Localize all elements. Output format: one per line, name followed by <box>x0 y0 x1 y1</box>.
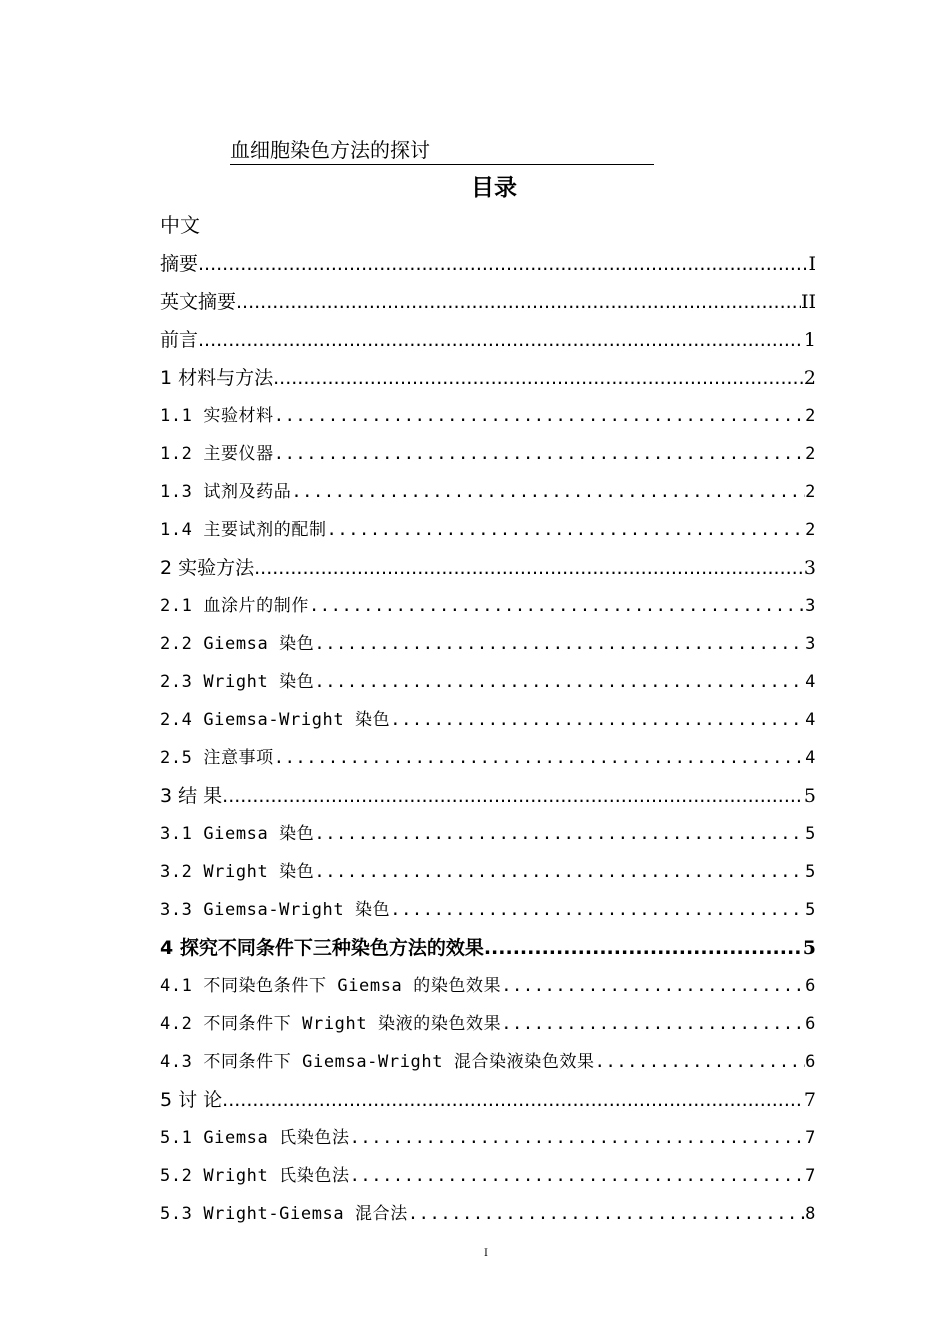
toc-entry[interactable] <box>160 473 816 511</box>
toc-leader-dots <box>198 321 804 359</box>
toc-entry-label: 英文摘要 <box>160 291 237 313</box>
toc-leader-dots <box>350 1157 806 1195</box>
toc-entry-label: 摘要 <box>160 253 199 275</box>
toc-entry-label: 3.1 Giemsa 染色 <box>160 824 315 844</box>
toc-entry-page: 6 <box>805 1014 816 1034</box>
toc-leader-dots <box>222 777 804 815</box>
toc-entry[interactable] <box>160 663 816 701</box>
toc-entry-page: 2 <box>803 367 816 389</box>
toc-entry[interactable] <box>160 397 816 435</box>
toc-entry-page: 3 <box>805 596 816 616</box>
toc-entry-page: 1 <box>803 329 816 351</box>
toc-entry-label: 2 实验方法 <box>160 557 255 579</box>
toc-entry-page: 5 <box>802 937 816 959</box>
table-of-contents <box>160 245 816 1233</box>
toc-leader-dots <box>274 397 805 435</box>
toc-entry-page: 2 <box>805 482 816 502</box>
toc-entry-label: 1.1 实验材料 <box>160 406 274 426</box>
toc-leader-dots <box>291 473 805 511</box>
toc-entry-label: 2.4 Giemsa-Wright 染色 <box>160 710 391 730</box>
toc-leader-dots <box>314 853 805 891</box>
toc-entry[interactable] <box>160 1005 816 1043</box>
toc-leader-dots <box>327 511 806 549</box>
toc-entry-label: 2.2 Giemsa 染色 <box>160 634 315 654</box>
toc-entry-label: 1.4 主要试剂的配制 <box>160 520 327 540</box>
toc-entry-label: 5.1 Giemsa 氏染色法 <box>160 1128 350 1148</box>
toc-entry[interactable] <box>160 511 816 549</box>
toc-entry[interactable] <box>160 967 816 1005</box>
toc-entry-page: 3 <box>803 557 816 579</box>
toc-leader-dots <box>501 967 805 1005</box>
toc-entry-page: 2 <box>805 444 816 464</box>
toc-entry-page: 6 <box>805 976 816 996</box>
toc-leader-dots <box>314 815 805 853</box>
toc-entry-page: 7 <box>805 1166 816 1186</box>
toc-entry-page: 8 <box>805 1204 816 1224</box>
toc-entry[interactable] <box>160 549 816 587</box>
toc-entry-label: 4.2 不同条件下 Wright 染液的染色效果 <box>160 1014 502 1034</box>
toc-entry-label: 4.3 不同条件下 Giemsa-Wright 混合染液染色效果 <box>160 1052 595 1072</box>
toc-entry-page: 5 <box>805 862 816 882</box>
toc-leader-dots <box>501 1005 805 1043</box>
toc-entry-label: 5.2 Wright 氏染色法 <box>160 1166 350 1186</box>
toc-leader-dots <box>222 1081 804 1119</box>
toc-leader-dots <box>350 1119 806 1157</box>
toc-entry-label: 3.2 Wright 染色 <box>160 862 315 882</box>
toc-entry[interactable] <box>160 815 816 853</box>
toc-leader-dots <box>390 891 805 929</box>
toc-entry[interactable] <box>160 777 816 815</box>
toc-leader-dots <box>274 739 805 777</box>
toc-entry-page: 5 <box>805 900 816 920</box>
toc-leader-dots <box>274 435 805 473</box>
toc-entry-label: 5 讨 论 <box>160 1089 223 1111</box>
toc-entry[interactable] <box>160 1157 816 1195</box>
toc-leader-dots <box>198 245 808 283</box>
toc-leader-dots <box>484 929 803 967</box>
toc-entry[interactable] <box>160 739 816 777</box>
toc-entry-page: 7 <box>805 1128 816 1148</box>
toc-entry-label: 2.1 血涂片的制作 <box>160 596 309 616</box>
toc-leader-dots <box>236 283 801 321</box>
document-header: 血细胞染色方法的探讨 <box>230 137 654 165</box>
toc-entry-label: 2.5 注意事项 <box>160 748 274 768</box>
toc-entry[interactable] <box>160 245 816 283</box>
toc-entry-page: 2 <box>805 520 816 540</box>
toc-entry-label: 2.3 Wright 染色 <box>160 672 315 692</box>
toc-entry[interactable] <box>160 625 816 663</box>
toc-entry[interactable] <box>160 1195 816 1233</box>
toc-entry-label: 4 探究不同条件下三种染色方法的效果 <box>160 937 484 959</box>
toc-entry[interactable] <box>160 359 816 397</box>
toc-entry-page: 5 <box>805 824 816 844</box>
toc-entry[interactable] <box>160 1081 816 1119</box>
toc-leader-dots <box>273 359 804 397</box>
toc-entry-page: 7 <box>803 1089 816 1111</box>
toc-entry[interactable] <box>160 701 816 739</box>
toc-entry[interactable] <box>160 929 816 967</box>
toc-entry[interactable] <box>160 1119 816 1157</box>
toc-entry-page: 2 <box>805 406 816 426</box>
toc-entry-page: I <box>808 253 816 275</box>
toc-leader-dots <box>390 701 805 739</box>
toc-entry-label: 5.3 Wright-Giemsa 混合法 <box>160 1204 408 1224</box>
toc-entry[interactable] <box>160 435 816 473</box>
toc-entry-label: 3.3 Giemsa-Wright 染色 <box>160 900 391 920</box>
toc-entry-label: 1.3 试剂及药品 <box>160 482 292 502</box>
toc-entry-label: 1.2 主要仪器 <box>160 444 274 464</box>
toc-entry-label: 4.1 不同染色条件下 Giemsa 的染色效果 <box>160 976 502 996</box>
toc-entry[interactable] <box>160 891 816 929</box>
toc-leader-dots <box>595 1043 805 1081</box>
toc-entry[interactable] <box>160 321 816 359</box>
toc-entry-label: 3 结 果 <box>160 785 223 807</box>
toc-entry-label: 前言 <box>160 329 199 351</box>
toc-entry-page: 4 <box>805 748 816 768</box>
page-number: I <box>484 1248 488 1259</box>
toc-title: 目录 <box>471 175 517 201</box>
toc-leader-dots <box>254 549 804 587</box>
toc-entry-page: 5 <box>803 785 816 807</box>
toc-entry[interactable] <box>160 587 816 625</box>
toc-leader-dots <box>309 587 805 625</box>
toc-leader-dots <box>314 625 805 663</box>
toc-entry-page: 4 <box>805 672 816 692</box>
toc-entry[interactable] <box>160 283 816 321</box>
toc-leader-dots <box>408 1195 805 1233</box>
toc-entry-label: 1 材料与方法 <box>160 367 274 389</box>
toc-leader-dots <box>314 663 805 701</box>
toc-entry[interactable] <box>160 1043 816 1081</box>
toc-entry-page: 3 <box>805 634 816 654</box>
toc-entry-page: 6 <box>805 1052 816 1072</box>
toc-entry-page: 4 <box>805 710 816 730</box>
toc-entry-page: II <box>800 291 816 313</box>
toc-label-chinese: 中文 <box>160 213 200 237</box>
toc-entry[interactable] <box>160 853 816 891</box>
